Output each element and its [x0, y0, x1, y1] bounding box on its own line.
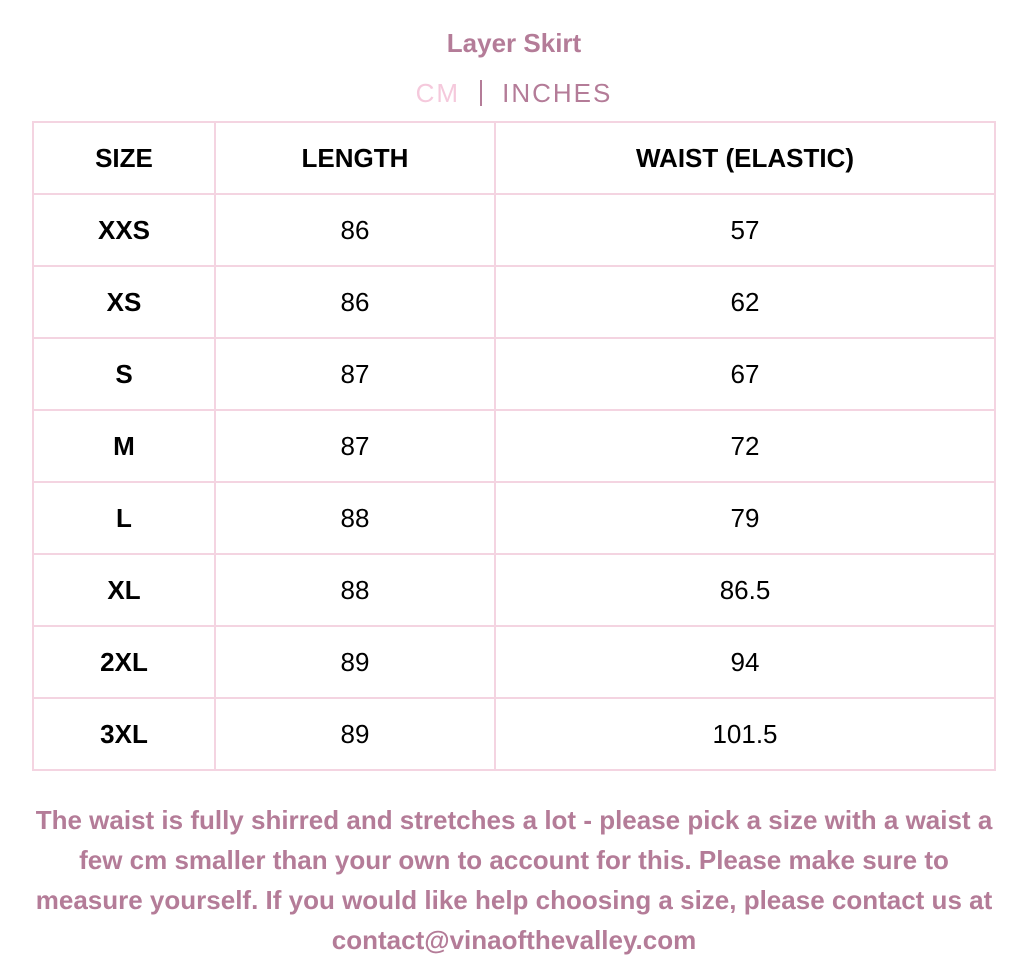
table-row — [33, 266, 995, 338]
length-cell: 87 — [215, 338, 495, 410]
unit-inches-button[interactable]: INCHES — [502, 78, 613, 109]
page-title: Layer Skirt — [446, 28, 582, 58]
size-cell: XS — [33, 266, 215, 338]
size-cell: L — [33, 482, 215, 554]
table-row — [33, 482, 995, 554]
table-row — [33, 698, 995, 770]
table-row — [33, 410, 995, 482]
length-cell: 86 — [215, 266, 495, 338]
waist-cell: 94 — [495, 626, 995, 698]
waist-cell: 72 — [495, 410, 995, 482]
table-row — [33, 338, 995, 410]
unit-toggle — [0, 74, 1028, 110]
waist-cell: 57 — [495, 194, 995, 266]
column-header-length: LENGTH — [215, 122, 495, 194]
waist-cell: 62 — [495, 266, 995, 338]
column-header-size: SIZE — [33, 122, 215, 194]
waist-cell: 79 — [495, 482, 995, 554]
length-cell: 87 — [215, 410, 495, 482]
waist-cell: 67 — [495, 338, 995, 410]
table-row — [33, 554, 995, 626]
length-cell: 89 — [215, 626, 495, 698]
size-cell: XXS — [33, 194, 215, 266]
size-cell: XL — [33, 554, 215, 626]
length-cell: 86 — [215, 194, 495, 266]
waist-cell: 86.5 — [495, 554, 995, 626]
unit-separator — [480, 80, 482, 106]
length-cell: 88 — [215, 482, 495, 554]
size-cell: 2XL — [33, 626, 215, 698]
size-cell: M — [33, 410, 215, 482]
sizing-note: The waist is fully shirred and stretches a lot - please pick a size with a waist a few cm smaller than your own to account for this. Please make sure to measure yourself. If you would like help choosing a size, please contact us at contact@vinaofthevalley.com — [35, 805, 993, 955]
length-cell: 88 — [215, 554, 495, 626]
size-chart-table — [32, 121, 996, 771]
table-row — [33, 194, 995, 266]
length-cell: 89 — [215, 698, 495, 770]
size-cell: S — [33, 338, 215, 410]
table-row — [33, 626, 995, 698]
unit-cm-button[interactable]: CM — [415, 78, 461, 109]
waist-cell: 101.5 — [495, 698, 995, 770]
table-header-row — [33, 122, 995, 194]
size-cell: 3XL — [33, 698, 215, 770]
column-header-waist: WAIST (ELASTIC) — [495, 122, 995, 194]
